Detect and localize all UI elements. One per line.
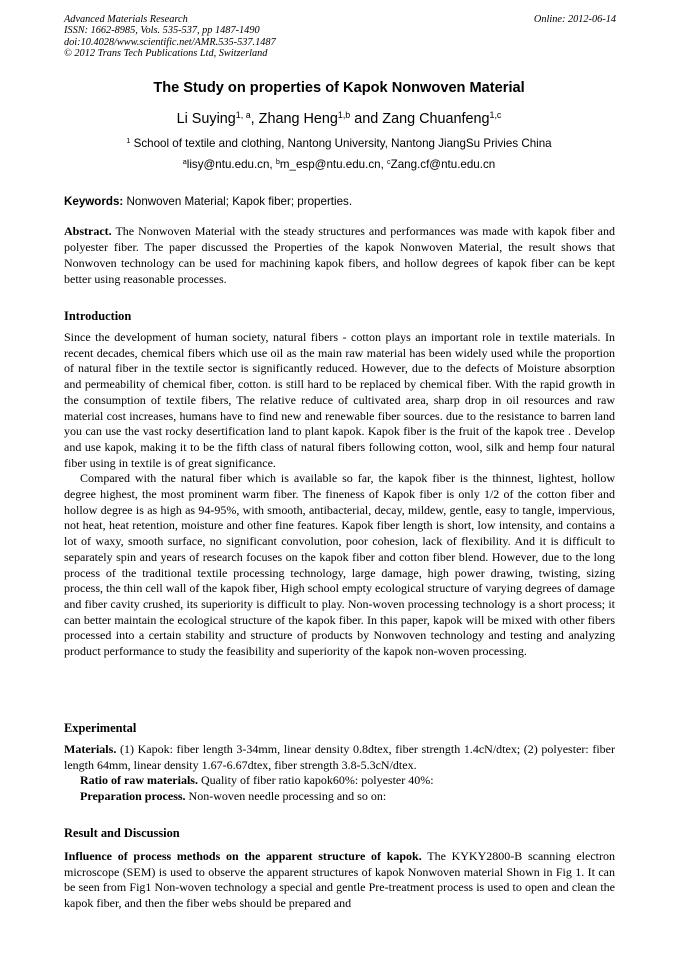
- author-superscript: 1, a: [235, 110, 251, 121]
- abstract: [64, 224, 615, 288]
- results-paragraph: [64, 849, 615, 912]
- introduction-paragraph: Compared with the natural fiber which is available so far, the kapok fiber is the thinnest, lightest, hollow degree highest, the most prominent warm fiber. The fineness of Kapok fiber is only 1/2 of the cotton fiber and hollow degree is as high as 94-95%, with smooth, antibacterial, decay, mildew, gentle, easy to tangle, impervious, not heat, heat retention, moisture and other fine features. Kapok fiber length is short, low intensity, and contains a lot of waxy, smooth surface, no significant convolution, poor cohesion, lack of flexibility. And it is difficult to separately spin and years of research focuses on the kapok fiber and cotton fiber blend. However, due to the long process of the traditional textile processing technology, large damage, high power drawing, twisting, sizing process, the thin cell wall of the kapok fiber, High school empty ecological structure of varying degrees of damage and fiber cavity crushed, its superiority is difficult to play. Non-woven processing technology is a short process; it can better maintain the ecological structure of the kapok fiber. In this paper, kapok will be mixed with other fibers processed into a certain stability and structure of products by Nonwoven technology and testing and analyzing product performance to study the feasibility and superiority of the kapok non-woven processing.: [64, 471, 615, 659]
- materials-text: (1) Kapok: fiber length 3-34mm, linear density 0.8dtex, fiber strength 1.4cN/dtex; (2) polyester: fiber length 64mm, linear density 1.67-6.67dtex, fiber strength 3.8-5.3cN/dtex.: [64, 742, 616, 772]
- author-name: Li Suying: [176, 111, 236, 127]
- online-date: Online: 2012-06-14: [533, 14, 616, 25]
- abstract-text: The Nonwoven Material with the steady structures and performances was made with kapok fiber and polyester fiber. The paper discussed the Properties of the kapok Nonwoven Material, the result shows that Nonwoven technology can be used for machining kapok fibers, and hollow degrees of kapok fiber can be kept better using reasonable processes.: [64, 224, 615, 286]
- results-heading: Result and Discussion: [64, 826, 180, 840]
- email-superscript: c: [387, 157, 391, 167]
- keywords: [64, 195, 615, 208]
- experimental-heading: Experimental: [64, 721, 137, 735]
- email-address: Zang.cf@ntu.edu.cn: [390, 158, 496, 171]
- results-subheading: Influence of process methods on the apparent structure of kapok.: [64, 849, 422, 863]
- journal-name: Advanced Materials Research: [64, 14, 188, 25]
- journal-header: [64, 14, 616, 60]
- ratio-paragraph: [64, 773, 615, 789]
- copyright-line: © 2012 Trans Tech Publications Ltd, Switzerland: [64, 48, 268, 60]
- issn-line: ISSN: 1662-8985, Vols. 535-537, pp 1487-1490: [64, 25, 260, 37]
- author-name: Zhang Heng: [258, 111, 338, 127]
- author-name: Zang Chuanfeng: [382, 111, 490, 127]
- doi-line: doi:10.4028/www.scientific.net/AMR.535-537.1487: [64, 36, 276, 48]
- author-superscript: 1,b: [337, 110, 351, 121]
- author-separator: ,: [250, 111, 259, 127]
- abstract-label: Abstract.: [64, 224, 112, 238]
- preparation-text: Non-woven needle processing and so on:: [188, 789, 387, 804]
- affiliation: [0, 137, 678, 150]
- introduction-heading: Introduction: [64, 309, 132, 323]
- keywords-text: Nonwoven Material; Kapok fiber; properties.: [126, 195, 353, 208]
- email-address: m_esp@ntu.edu.cn,: [279, 158, 388, 171]
- affiliation-superscript: 1: [126, 136, 131, 146]
- email-superscript: a: [182, 157, 187, 167]
- ratio-text: Quality of fiber ratio kapok60%: polyester 40%:: [200, 773, 434, 788]
- email-address: lisy@ntu.edu.cn,: [186, 158, 276, 171]
- email-list: [0, 158, 678, 171]
- preparation-paragraph: [64, 789, 615, 805]
- affiliation-text: School of textile and clothing, Nantong University, Nantong JiangSu Privies China: [133, 137, 552, 150]
- paper-title: The Study on properties of Kapok Nonwoven Material: [153, 80, 525, 96]
- experimental-body: [64, 742, 615, 805]
- ratio-label: Ratio of raw materials.: [80, 773, 198, 788]
- author-separator: and: [350, 111, 383, 127]
- email-superscript: b: [275, 157, 280, 167]
- results-body: [64, 849, 615, 912]
- materials-label: Materials.: [64, 742, 117, 756]
- keywords-label: Keywords:: [64, 195, 124, 208]
- introduction-paragraph: Since the development of human society, natural fibers - cotton plays an important role in textile materials. In recent decades, chemical fibers which use oil as the main raw material has been widely used while the proportion of natural fiber in the textile sector is significantly reduced. However, due to the defects of Moisture absorption and permeability of chemical fiber, cotton. is still hard to be replaced by chemical fiber. With the rapid growth in the consumption of textile fibers, The relative reduce of cultivated area, sharp drop in oil resources and raw material cost increases, humans have to find new and renewable fiber sources. due to the resistance to barren land you can use the vast rocky desertification land to plant kapok. Kapok fiber is the fruit of the kapok tree . Develop and use kapok, making it to be the fifth class of natural fibers following cotton, wool, silk and hemp four natural fiber using in textile is of great significance.: [64, 330, 615, 470]
- author-list: [0, 111, 678, 127]
- materials-paragraph: [64, 742, 615, 773]
- author-superscript: 1,c: [489, 110, 502, 121]
- preparation-label: Preparation process.: [80, 789, 186, 804]
- introduction-body: [64, 330, 615, 660]
- results-text: The KYKY2800-B scanning electron microscope (SEM) is used to observe the apparent structures of kapok Nonwoven material Shown in Fig 1. It can be seen from Fig1 Non-woven technology a special and gentle Pre-treatment process is used to open and clean the kapok fiber, and then the fiber webs should be prepared and: [64, 849, 615, 911]
